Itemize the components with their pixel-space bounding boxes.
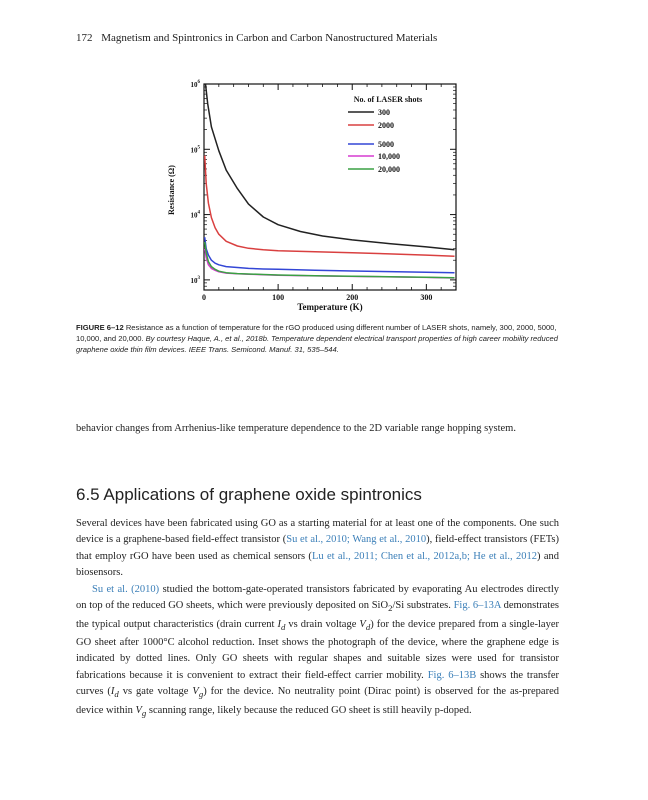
- citation-link[interactable]: Lu et al., 2011; Chen et al., 2012a,b; He et al., 2012: [311, 550, 537, 562]
- caption-citation: By courtesy Haque, A., et al., 2018b. Temperature dependent electrical transport properties of high career mobility reduced graphene oxide thin film devices. IEEE Trans. Semicond. Manuf. 31, 535–544.: [76, 334, 558, 355]
- legend-label: 10,000: [378, 152, 400, 161]
- page-number: 172: [76, 32, 93, 44]
- y-axis-label: Resistance (Ω): [167, 165, 176, 215]
- legend-label: 5000: [378, 140, 394, 149]
- citation-link[interactable]: Su et al., 2010; Wang et al., 2010: [286, 534, 427, 546]
- legend-title: No. of LASER shots: [353, 95, 423, 104]
- figure-caption: [76, 322, 566, 356]
- y-tick-label: $10^4$: [190, 210, 200, 220]
- x-tick-label: 0: [202, 293, 206, 302]
- legend: [348, 95, 422, 174]
- x-tick-label: 200: [346, 293, 359, 302]
- legend-label: 2000: [378, 121, 394, 130]
- resistance-temperature-chart: [160, 78, 480, 318]
- x-axis-label: Temperature (K): [297, 302, 363, 312]
- section-body: [76, 516, 559, 721]
- x-tick-label: 300: [420, 293, 433, 302]
- citation-link[interactable]: Su et al. (2010): [92, 583, 160, 595]
- series-line-300: [206, 84, 455, 250]
- series-lines: [205, 84, 455, 278]
- running-title: Magnetism and Spintronics in Carbon and Carbon Nanostructured Materials: [101, 32, 438, 44]
- legend-label: 20,000: [378, 165, 400, 174]
- paragraph-1: Several devices have been fabricated using GO as a starting material for at least one of the components. One such device is a graphene-based field-effect transistor (Su et al., 2010; Wang et al., 2010), field-effect transistors (FETs) that employ rGO have been used as chemical sensors (Lu et al., 2011; Chen et al., 2012a,b; He et al., 2012) and biosensors.: [76, 518, 559, 579]
- y-tick-label: $10^5$: [190, 145, 200, 155]
- paragraph-continued: behavior changes from Arrhenius-like temperature dependence to the 2D variable range hopping system.: [76, 423, 516, 434]
- paragraph-2: Su et al. (2010) studied the bottom-gate-operated transistors fabricated by evaporating Au electrodes directly on top of the reduced GO sheets, which were previously deposited on SiO$_2$/Si substrates. Fig. 6–13A demonstrates the typical output characteristics (drain current $I_d$ vs drain voltage $V_d$) for the device prepared from a single-layer GO sheet after 1000°C alcohol reduction. Inset shows the photograph of the device, where the graphene edge is indicated by dotted lines. Only GO sheets with regular shapes and suitable sizes were used for transistor fabrications because it is convenient to extract their field-effect carrier mobility. Fig. 6–13B shows the transfer curves ($I_d$ vs gate voltage $V_g$) for the device. No neutrality point (Dirac point) is observed for the as-prepared device within $V_g$ scanning range, likely because the reduced GO sheet is still heavily p-doped.: [76, 583, 560, 718]
- series-line-2000: [205, 156, 455, 257]
- figure-link[interactable]: Fig. 6–13B: [427, 669, 477, 681]
- figure-link[interactable]: Fig. 6–13A: [453, 600, 501, 612]
- y-tick-label: $10^6$: [190, 80, 200, 89]
- x-tick-label: 100: [272, 293, 285, 302]
- caption-text: Resistance as a function of temperature for the rGO produced using different number of LASER shots, namely, 300, 2000, 5000, 10,000, and 20,000.: [76, 323, 557, 344]
- running-header: [76, 32, 437, 44]
- plot-frame: [204, 84, 456, 290]
- legend-label: 300: [378, 108, 390, 117]
- y-tick-label: $10^3$: [190, 275, 200, 285]
- section-heading: 6.5 Applications of graphene oxide spintronics: [76, 485, 422, 504]
- figure-label: FIGURE 6–12: [76, 323, 124, 332]
- axis-ticks: [191, 80, 457, 302]
